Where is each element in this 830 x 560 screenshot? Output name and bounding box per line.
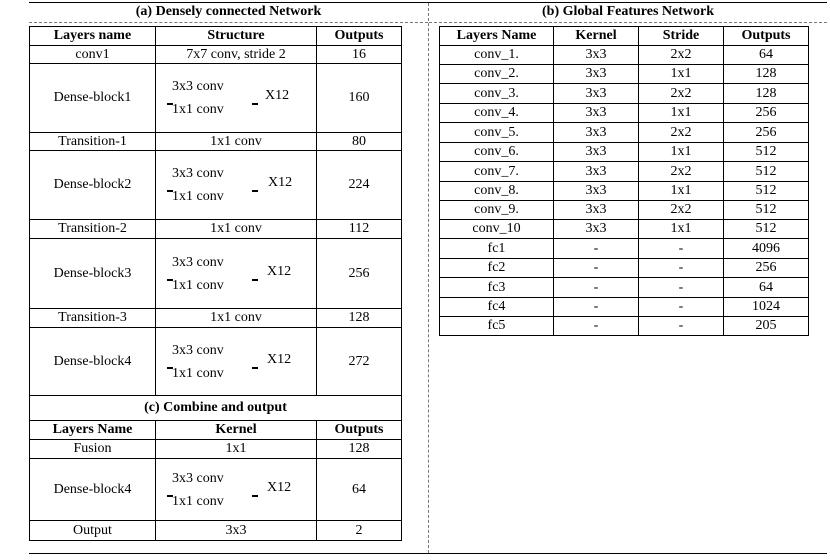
header-structure: Structure bbox=[156, 27, 317, 46]
layer-stride: 2x2 bbox=[639, 201, 724, 220]
structure-line-2: 3x3 conv bbox=[172, 470, 224, 486]
structure-line-1: 1x1 conv bbox=[172, 493, 224, 509]
layer-name: conv_8. bbox=[440, 182, 554, 201]
layer-outputs: 64 bbox=[724, 278, 809, 298]
caption-global-features: (b) Global Features Network bbox=[542, 4, 714, 19]
structure-line-1: 1x1 conv bbox=[172, 189, 224, 204]
structure-line-2: 3x3 conv bbox=[172, 342, 224, 358]
dense-block-structure bbox=[156, 64, 317, 133]
structure-line-1: 1x1 conv bbox=[172, 102, 224, 117]
layer-outputs: 224 bbox=[317, 151, 402, 220]
repeat-multiplier: X12 bbox=[268, 175, 293, 190]
dense-block-structure bbox=[156, 151, 317, 220]
layer-stride: - bbox=[639, 239, 724, 259]
layer-kernel: 3x3 bbox=[554, 201, 639, 220]
repeat-multiplier: X12 bbox=[267, 351, 292, 367]
layer-kernel: 3x3 bbox=[156, 521, 317, 541]
header-outputs: Outputs bbox=[724, 27, 809, 46]
header-layers-name: Layers name bbox=[30, 27, 156, 46]
layer-outputs: 1024 bbox=[724, 298, 809, 317]
frame-bottom-rule bbox=[29, 553, 827, 554]
layer-stride: 2x2 bbox=[639, 162, 724, 182]
caption-combine-output: (c) Combine and output bbox=[30, 396, 402, 421]
layer-name: Dense-block1 bbox=[30, 64, 156, 133]
table-row bbox=[30, 328, 402, 396]
layer-outputs: 2 bbox=[317, 521, 402, 541]
layer-name: conv_6. bbox=[440, 143, 554, 162]
table-row bbox=[440, 317, 809, 336]
layer-kernel: - bbox=[554, 317, 639, 336]
layer-structure: 7x7 conv, stride 2 bbox=[156, 46, 317, 64]
repeat-multiplier: X12 bbox=[265, 88, 290, 103]
layer-name: fc5 bbox=[440, 317, 554, 336]
header-stride: Stride bbox=[639, 27, 724, 46]
dense-block-structure bbox=[156, 239, 317, 309]
table-row bbox=[440, 259, 809, 278]
layer-stride: - bbox=[639, 259, 724, 278]
layer-kernel: 3x3 bbox=[554, 143, 639, 162]
layer-name: conv_1. bbox=[440, 46, 554, 65]
layer-kernel: 3x3 bbox=[554, 182, 639, 201]
header-outputs: Outputs bbox=[317, 27, 402, 46]
layer-outputs: 256 bbox=[724, 123, 809, 143]
layer-outputs: 256 bbox=[724, 259, 809, 278]
layer-outputs: 512 bbox=[724, 182, 809, 201]
table-row bbox=[440, 123, 809, 143]
layer-outputs: 16 bbox=[317, 46, 402, 64]
table-row bbox=[440, 65, 809, 84]
table-row bbox=[440, 143, 809, 162]
layer-name: Output bbox=[30, 521, 156, 541]
layer-name: Dense-block4 bbox=[30, 459, 156, 521]
layer-outputs: 4096 bbox=[724, 239, 809, 259]
layer-stride: 1x1 bbox=[639, 220, 724, 239]
header-outputs: Outputs bbox=[317, 421, 402, 440]
table-row bbox=[30, 151, 402, 220]
layer-stride: - bbox=[639, 298, 724, 317]
table-row bbox=[440, 182, 809, 201]
layer-outputs: 272 bbox=[317, 328, 402, 396]
layer-outputs: 112 bbox=[317, 220, 402, 239]
structure-line-2: 3x3 conv bbox=[172, 254, 224, 270]
repeat-multiplier: X12 bbox=[267, 479, 292, 495]
layer-kernel: 3x3 bbox=[554, 46, 639, 65]
layer-stride: 2x2 bbox=[639, 46, 724, 65]
table-row bbox=[440, 104, 809, 123]
structure-line-2: 3x3 conv bbox=[172, 79, 224, 94]
table-row bbox=[30, 440, 402, 459]
global-features-table bbox=[439, 26, 809, 336]
layer-name: fc2 bbox=[440, 259, 554, 278]
layer-stride: 2x2 bbox=[639, 123, 724, 143]
layer-structure: 1x1 conv bbox=[156, 220, 317, 239]
layer-name: fc1 bbox=[440, 239, 554, 259]
table-row bbox=[30, 521, 402, 541]
layer-outputs: 80 bbox=[317, 133, 402, 151]
layer-kernel: 3x3 bbox=[554, 104, 639, 123]
header-layers-name: Layers Name bbox=[440, 27, 554, 46]
table-row bbox=[30, 133, 402, 151]
caption-rule-a bbox=[29, 22, 428, 23]
layer-name: Transition-1 bbox=[30, 133, 156, 151]
dense-block-structure bbox=[156, 328, 317, 396]
layer-name: conv_5. bbox=[440, 123, 554, 143]
layer-outputs: 128 bbox=[317, 309, 402, 328]
layer-kernel: - bbox=[554, 278, 639, 298]
layer-outputs: 128 bbox=[724, 84, 809, 104]
layer-outputs: 512 bbox=[724, 143, 809, 162]
header-kernel: Kernel bbox=[554, 27, 639, 46]
layer-kernel: 3x3 bbox=[554, 123, 639, 143]
table-row bbox=[440, 298, 809, 317]
layer-name: fc4 bbox=[440, 298, 554, 317]
column-divider bbox=[428, 3, 429, 553]
layer-outputs: 64 bbox=[317, 459, 402, 521]
layer-outputs: 64 bbox=[724, 46, 809, 65]
layer-name: conv_7. bbox=[440, 162, 554, 182]
layer-name: Transition-3 bbox=[30, 309, 156, 328]
header-layers-name: Layers Name bbox=[30, 421, 156, 440]
layer-name: conv_2. bbox=[440, 65, 554, 84]
layer-outputs: 512 bbox=[724, 220, 809, 239]
table-row bbox=[440, 162, 809, 182]
table-row bbox=[30, 220, 402, 239]
layer-outputs: 128 bbox=[317, 440, 402, 459]
layer-structure: 1x1 conv bbox=[156, 133, 317, 151]
layer-kernel: 3x3 bbox=[554, 162, 639, 182]
dense-block-structure bbox=[156, 459, 317, 521]
structure-line-1: 1x1 conv bbox=[172, 277, 224, 293]
layer-outputs: 128 bbox=[724, 65, 809, 84]
layer-stride: 1x1 bbox=[639, 182, 724, 201]
layer-name: conv1 bbox=[30, 46, 156, 64]
table-row bbox=[30, 309, 402, 328]
layer-name: conv_3. bbox=[440, 84, 554, 104]
layer-stride: 2x2 bbox=[639, 84, 724, 104]
layer-name: conv_9. bbox=[440, 201, 554, 220]
table-row bbox=[440, 84, 809, 104]
layer-kernel: - bbox=[554, 239, 639, 259]
table-row bbox=[440, 201, 809, 220]
structure-line-1: 1x1 conv bbox=[172, 365, 224, 381]
layer-kernel: 1x1 bbox=[156, 440, 317, 459]
layer-kernel: - bbox=[554, 259, 639, 278]
layer-stride: 1x1 bbox=[639, 104, 724, 123]
layer-outputs: 160 bbox=[317, 64, 402, 133]
layer-name: fc3 bbox=[440, 278, 554, 298]
table-row bbox=[440, 220, 809, 239]
layer-stride: 1x1 bbox=[639, 143, 724, 162]
caption-densely-connected: (a) Densely connected Network bbox=[135, 4, 322, 19]
layer-name: conv_4. bbox=[440, 104, 554, 123]
table-row bbox=[440, 278, 809, 298]
layer-outputs: 512 bbox=[724, 162, 809, 182]
header-kernel: Kernel bbox=[156, 421, 317, 440]
table-row bbox=[30, 64, 402, 133]
layer-kernel: - bbox=[554, 298, 639, 317]
layer-stride: 1x1 bbox=[639, 65, 724, 84]
layer-kernel: 3x3 bbox=[554, 220, 639, 239]
structure-line-2: 3x3 conv bbox=[172, 166, 224, 181]
table-row bbox=[30, 46, 402, 64]
layer-name: Dense-block4 bbox=[30, 328, 156, 396]
table-row bbox=[440, 46, 809, 65]
layer-kernel: 3x3 bbox=[554, 84, 639, 104]
table-row bbox=[30, 239, 402, 309]
table-row bbox=[30, 459, 402, 521]
densely-connected-table bbox=[29, 26, 402, 541]
layer-kernel: 3x3 bbox=[554, 65, 639, 84]
layer-outputs: 256 bbox=[724, 104, 809, 123]
layer-outputs: 205 bbox=[724, 317, 809, 336]
layer-name: Fusion bbox=[30, 440, 156, 459]
layer-outputs: 512 bbox=[724, 201, 809, 220]
layer-name: Dense-block3 bbox=[30, 239, 156, 309]
repeat-multiplier: X12 bbox=[267, 263, 292, 279]
layer-stride: - bbox=[639, 317, 724, 336]
layer-outputs: 256 bbox=[317, 239, 402, 309]
layer-name: conv_10 bbox=[440, 220, 554, 239]
layer-stride: - bbox=[639, 278, 724, 298]
layer-name: Dense-block2 bbox=[30, 151, 156, 220]
table-row bbox=[440, 239, 809, 259]
layer-name: Transition-2 bbox=[30, 220, 156, 239]
layer-structure: 1x1 conv bbox=[156, 309, 317, 328]
caption-rule-b bbox=[429, 22, 827, 23]
